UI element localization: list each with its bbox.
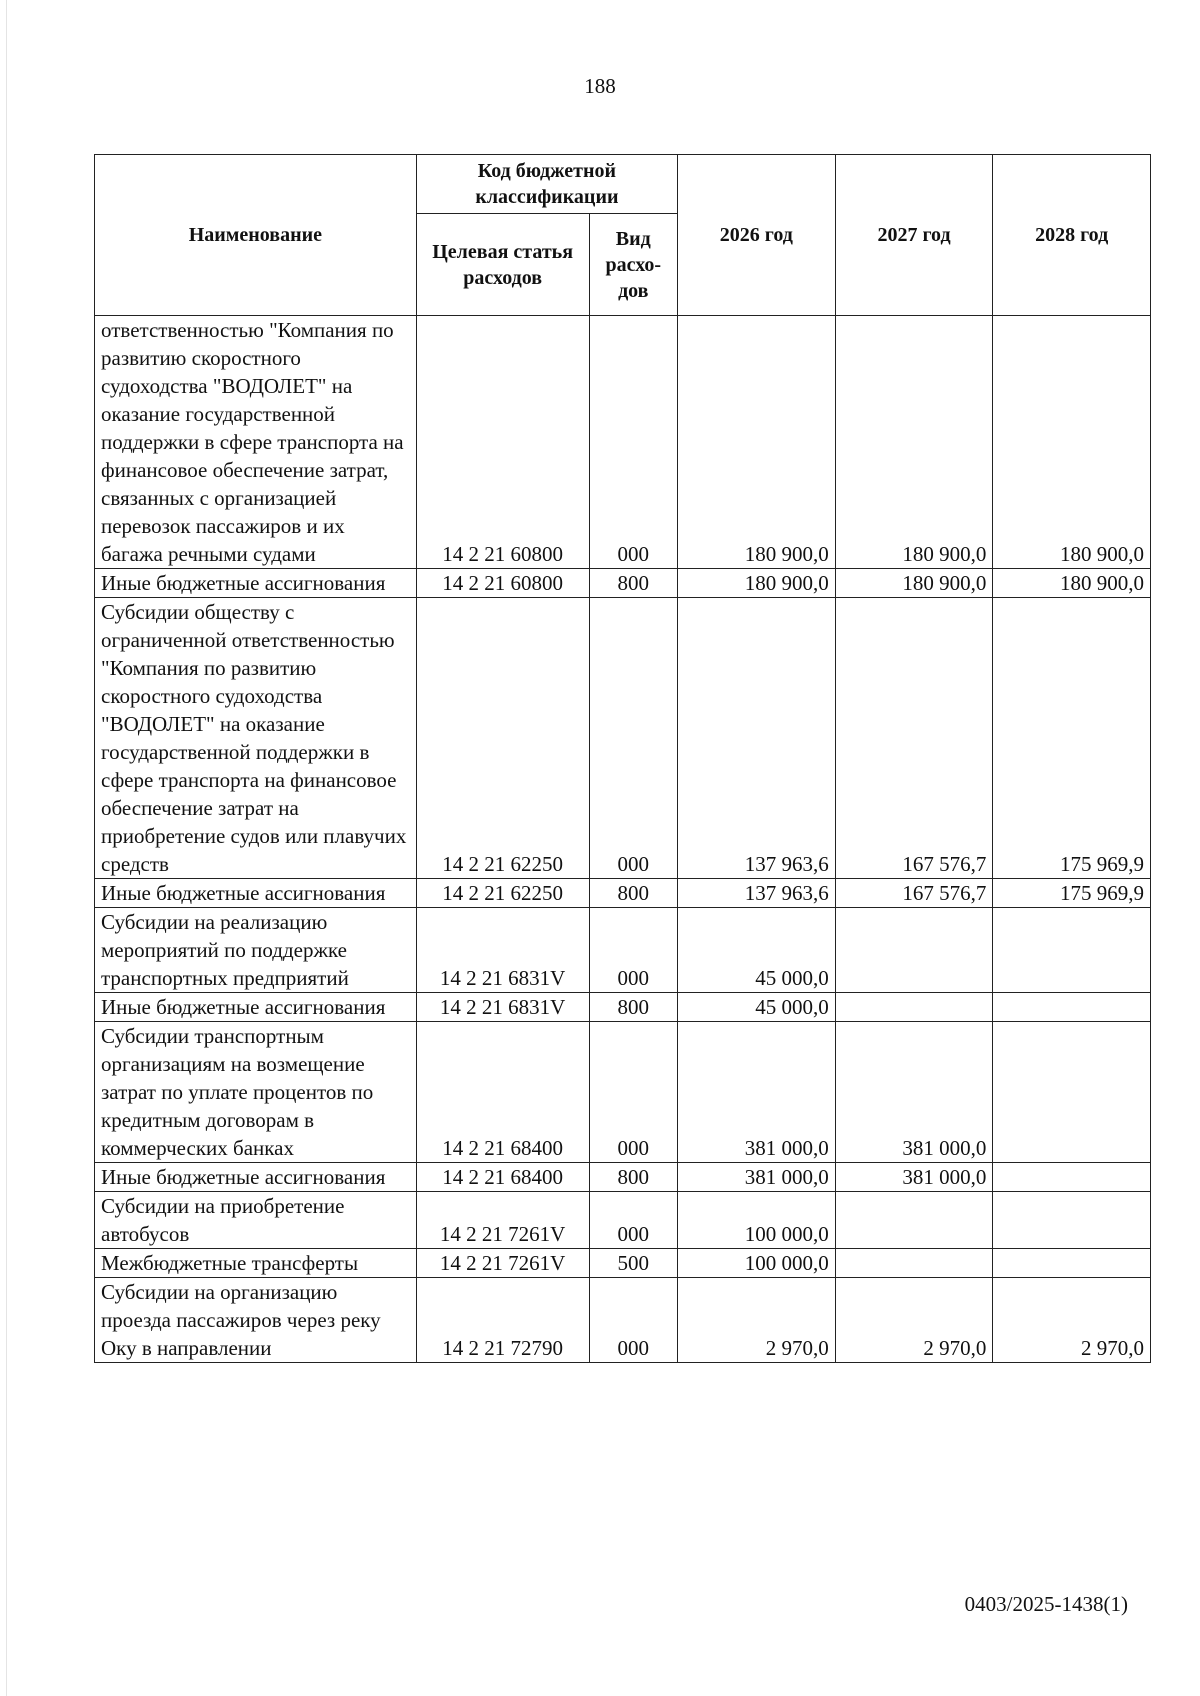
row-2027 (835, 1192, 993, 1249)
row-name: ответственностью "Компания по развитию скоростного судоходства "ВОДОЛЕТ" на оказание государственной поддержки в сфере транспорта на финансовое обеспечение затрат, связанных с организацией перевозок пассажиров и их багажа речными судами (95, 316, 417, 569)
row-2027 (835, 908, 993, 993)
table-row (95, 598, 1151, 879)
row-name: Иные бюджетные ассигнования (95, 993, 417, 1022)
header-name: Наименование (95, 155, 417, 316)
row-2027: 180 900,0 (835, 316, 993, 569)
row-2028: 180 900,0 (993, 316, 1151, 569)
header-year-2026: 2026 год (678, 155, 836, 316)
table-row (95, 1249, 1151, 1278)
row-2026: 100 000,0 (678, 1192, 836, 1249)
table-row (95, 1192, 1151, 1249)
row-name: Иные бюджетные ассигнования (95, 569, 417, 598)
row-2027: 167 576,7 (835, 598, 993, 879)
table-row (95, 993, 1151, 1022)
row-2026: 137 963,6 (678, 879, 836, 908)
table-row (95, 569, 1151, 598)
row-type: 500 (589, 1249, 678, 1278)
row-type: 000 (589, 1192, 678, 1249)
row-2026: 180 900,0 (678, 569, 836, 598)
scan-margin-line (6, 0, 7, 1696)
row-2027 (835, 993, 993, 1022)
row-2028 (993, 1192, 1151, 1249)
row-type: 800 (589, 1163, 678, 1192)
row-2028 (993, 1163, 1151, 1192)
row-2026: 381 000,0 (678, 1022, 836, 1163)
row-code: 14 2 21 62250 (416, 879, 589, 908)
row-name: Субсидии на реализацию мероприятий по поддержке транспортных предприятий (95, 908, 417, 993)
row-2028: 175 969,9 (993, 598, 1151, 879)
row-2028: 175 969,9 (993, 879, 1151, 908)
table-row (95, 908, 1151, 993)
header-budget-code: Код бюджетной классификации (416, 155, 677, 214)
row-2027: 2 970,0 (835, 1278, 993, 1363)
row-2027: 167 576,7 (835, 879, 993, 908)
budget-table (94, 154, 1151, 1363)
row-2026: 381 000,0 (678, 1163, 836, 1192)
row-type: 800 (589, 569, 678, 598)
table-row (95, 1022, 1151, 1163)
row-name: Субсидии транспортным организациям на возмещение затрат по уплате процентов по кредитным договорам в коммерческих банках (95, 1022, 417, 1163)
row-2028 (993, 1249, 1151, 1278)
row-2028: 180 900,0 (993, 569, 1151, 598)
row-2026: 2 970,0 (678, 1278, 836, 1363)
row-type: 000 (589, 1022, 678, 1163)
page-number: 188 (584, 74, 616, 98)
document-code: 0403/2025-1438(1) (964, 1592, 1128, 1616)
row-name: Субсидии на организацию проезда пассажиров через реку Оку в направлении (95, 1278, 417, 1363)
row-code: 14 2 21 68400 (416, 1163, 589, 1192)
row-2026: 45 000,0 (678, 908, 836, 993)
row-2026: 180 900,0 (678, 316, 836, 569)
row-code: 14 2 21 7261V (416, 1192, 589, 1249)
row-code: 14 2 21 60800 (416, 316, 589, 569)
row-name: Субсидии обществу с ограниченной ответственностью "Компания по развитию скоростного судоходства "ВОДОЛЕТ" на оказание государственной поддержки в сфере транспорта на финансовое обеспечение затрат на приобретение судов или плавучих средств (95, 598, 417, 879)
row-name: Межбюджетные трансферты (95, 1249, 417, 1278)
row-2028: 2 970,0 (993, 1278, 1151, 1363)
row-type: 000 (589, 316, 678, 569)
row-2027: 381 000,0 (835, 1022, 993, 1163)
row-2027: 180 900,0 (835, 569, 993, 598)
row-2027 (835, 1249, 993, 1278)
table-row (95, 316, 1151, 569)
row-code: 14 2 21 62250 (416, 598, 589, 879)
row-code: 14 2 21 6831V (416, 993, 589, 1022)
row-type: 800 (589, 879, 678, 908)
row-type: 000 (589, 908, 678, 993)
header-year-2028: 2028 год (993, 155, 1151, 316)
row-code: 14 2 21 72790 (416, 1278, 589, 1363)
row-code: 14 2 21 7261V (416, 1249, 589, 1278)
table-row (95, 1278, 1151, 1363)
row-2027: 381 000,0 (835, 1163, 993, 1192)
row-type: 000 (589, 1278, 678, 1363)
header-expense-type: Вид расхо-дов (589, 214, 678, 316)
row-name: Субсидии на приобретение автобусов (95, 1192, 417, 1249)
row-2028 (993, 1022, 1151, 1163)
row-2026: 45 000,0 (678, 993, 836, 1022)
row-code: 14 2 21 68400 (416, 1022, 589, 1163)
row-name: Иные бюджетные ассигнования (95, 1163, 417, 1192)
row-type: 000 (589, 598, 678, 879)
row-2028 (993, 993, 1151, 1022)
row-2028 (993, 908, 1151, 993)
row-code: 14 2 21 6831V (416, 908, 589, 993)
row-type: 800 (589, 993, 678, 1022)
row-code: 14 2 21 60800 (416, 569, 589, 598)
table-row (95, 1163, 1151, 1192)
row-name: Иные бюджетные ассигнования (95, 879, 417, 908)
row-2026: 100 000,0 (678, 1249, 836, 1278)
row-2026: 137 963,6 (678, 598, 836, 879)
header-target-article: Целевая статья расходов (416, 214, 589, 316)
header-year-2027: 2027 год (835, 155, 993, 316)
table-row (95, 879, 1151, 908)
